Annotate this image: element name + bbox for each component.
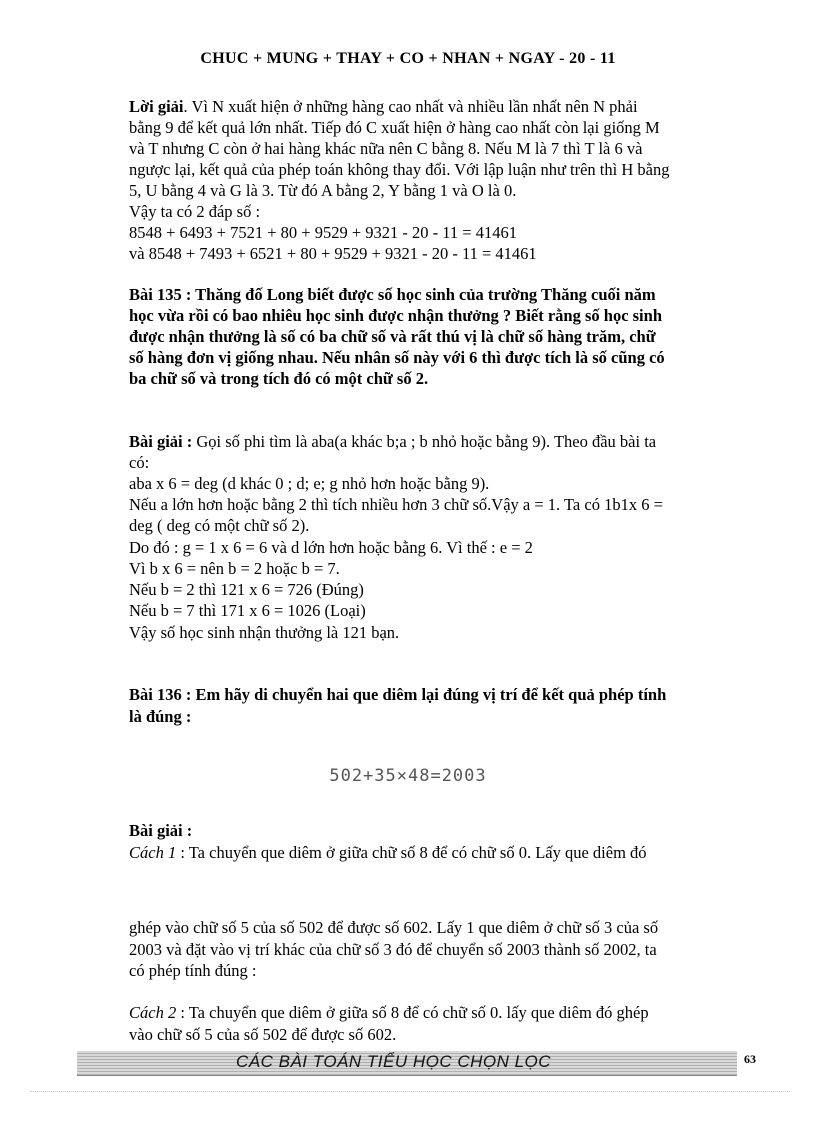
solution-text: Vậy ta có 2 đáp số : <box>129 202 261 221</box>
solution-text: có: <box>129 453 150 472</box>
page-number: 63 <box>744 1052 756 1066</box>
solution-text: ngược lại, kết quả của phép toán không thay đổi. Với lập luận như trên thì H bằng <box>129 160 670 179</box>
solution-136-line <box>129 842 647 863</box>
solution-text: Do đó : g = 1 x 6 = 6 và d lớn hơn hoặc bằng 6. Vì thế : e = 2 <box>129 538 533 557</box>
solution-136-line <box>129 1002 649 1023</box>
page-header: CHUC + MUNG + THAY + CO + NHAN + NGAY - 20 - 11 <box>200 50 616 67</box>
equation-line: và 8548 + 7493 + 6521 + 80 + 9529 + 9321 - 20 - 11 = 41461 <box>129 244 537 263</box>
problem-136-text: Bài 136 : Em hãy di chuyển hai que diêm lại đúng vị trí để kết quả phép tính <box>129 685 667 704</box>
problem-135-text: được nhận thưởng là số có ba chữ số và rất thú vị là chữ số hàng trăm, chữ <box>129 327 656 346</box>
page-divider <box>30 1091 790 1092</box>
footer-title: CÁC BÀI TOÁN TIỂU HỌC CHỌN LỌC <box>236 1052 552 1071</box>
solution-text: : Ta chuyển que diêm ở giữa chữ số 8 để có chữ số 0. Lấy que diêm đó <box>176 843 647 862</box>
solution-text: : Ta chuyển que diêm ở giữa số 8 để có chữ số 0. lấy que diêm đó ghép <box>176 1003 649 1022</box>
solution-text: bằng 9 để kết quả lớn nhất. Tiếp đó C xuất hiện ở hàng cao nhất còn lại giống M <box>129 118 660 137</box>
solution-text: Gọi số phi tìm là aba(a khác b;a ; b nhỏ hoặc bằng 9). Theo đầu bài ta <box>192 432 657 451</box>
solution-text: Vậy số học sinh nhận thưởng là 121 bạn. <box>129 623 400 642</box>
solution-text: Vì b x 6 = nên b = 2 hoặc b = 7. <box>129 559 340 578</box>
solution-text: Nếu a lớn hơn hoặc bằng 2 thì tích nhiều hơn 3 chữ số.Vậy a = 1. Ta có 1b1x 6 = <box>129 495 663 514</box>
equation-line: 8548 + 6493 + 7521 + 80 + 9529 + 9321 - 20 - 11 = 41461 <box>129 223 517 242</box>
problem-135-text: số hàng đơn vị giống nhau. Nếu nhân số này với 6 thì được tích là số cũng có <box>129 348 665 367</box>
solution-label: Bài giải : <box>129 432 193 451</box>
solution-text: 2003 và đặt vào vị trí khác của chữ số 3 đó để chuyển số 2003 thành số 2002, ta <box>129 940 657 959</box>
problem-135-text: Bài 135 : Thăng đố Long biết được số học sinh của trường Thăng cuối năm <box>129 285 656 304</box>
solution-text: có phép tính đúng : <box>129 961 257 980</box>
solution-text: 5, U bằng 4 và G là 3. Từ đó A bằng 2, Y bằng 1 và O là 0. <box>129 181 517 200</box>
solution-text: deg ( deg có một chữ số 2). <box>129 516 310 535</box>
solution-text: Nếu b = 2 thì 121 x 6 = 726 (Đúng) <box>129 580 364 599</box>
problem-136-text: là đúng : <box>129 707 192 726</box>
method-label: Cách 2 <box>129 1003 177 1022</box>
method-label: Cách 1 <box>129 843 177 862</box>
solution-paragraph-line <box>129 96 638 117</box>
problem-135-text: ba chữ số và trong tích đó có một chữ số 2. <box>129 369 429 388</box>
solution-text: và T nhưng C còn ở hai hàng khác nữa nên C bằng 8. Nếu M là 7 thì T là 6 và <box>129 139 643 158</box>
solution-text: . Vì N xuất hiện ở những hàng cao nhất và nhiều lần nhất nên N phải <box>183 97 638 116</box>
solution-text: Nếu b = 7 thì 171 x 6 = 1026 (Loại) <box>129 601 366 620</box>
solution-label: Bài giải : <box>129 821 193 840</box>
problem-135-text: học vừa rồi có bao nhiêu học sinh được nhận thưởng ? Biết rằng số học sinh <box>129 306 662 325</box>
matchstick-equation: 502+35×48=2003 <box>329 766 487 786</box>
solution-135-line <box>129 431 656 452</box>
solution-text: aba x 6 = deg (d khác 0 ; d; e; g nhỏ hơn hoặc bằng 9). <box>129 474 490 493</box>
solution-text: ghép vào chữ số 5 của số 502 để được số 602. Lấy 1 que diêm ở chữ số 3 của số <box>129 918 659 937</box>
solution-label: Lời giải <box>129 97 184 116</box>
solution-text: vào chữ số 5 của số 502 để được số 602. <box>129 1025 397 1044</box>
